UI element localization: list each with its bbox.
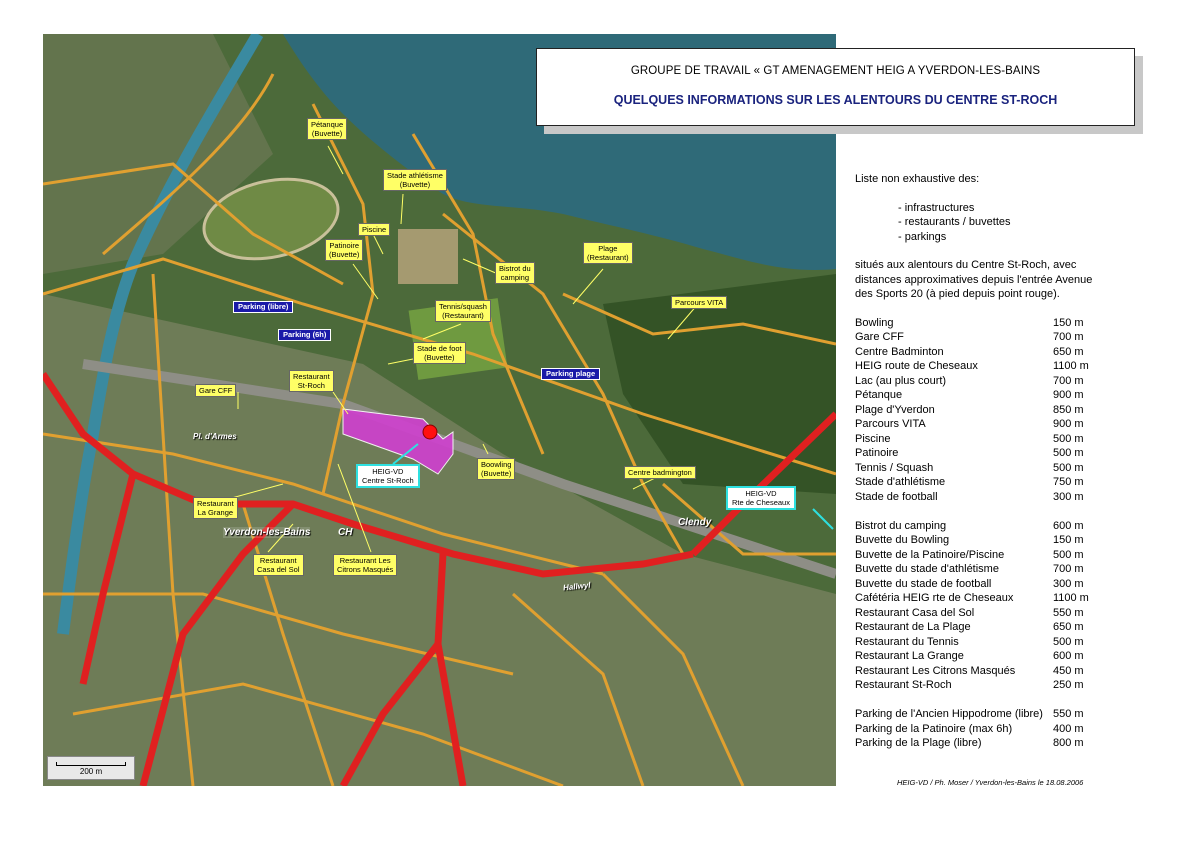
- label-centre-badminton[interactable]: Centre badmington: [624, 466, 696, 479]
- place-name: Restaurant Casa del Sol: [855, 606, 975, 619]
- table-row: [855, 388, 1089, 403]
- table-row: [855, 432, 1089, 447]
- place-distance: 500 m: [1052, 548, 1084, 561]
- label-heig-st-roch[interactable]: HEIG-VD Centre St-Roch: [356, 464, 420, 488]
- table-row: [855, 533, 1089, 548]
- place-distance: 550 m: [1052, 606, 1084, 619]
- place-name: Restaurant de La Plage: [855, 621, 971, 633]
- place-name: Stade de football: [855, 490, 938, 503]
- place-distance: 850 m: [1052, 403, 1084, 416]
- place-distance: 800 m: [1052, 737, 1084, 749]
- table-row: [855, 461, 1089, 476]
- place-name: Restaurant St-Roch: [855, 679, 952, 691]
- table-row: [855, 345, 1089, 360]
- label-restaurant-casa-del-sol[interactable]: Restaurant Casa del Sol: [253, 554, 304, 576]
- label-parcours-vita[interactable]: Parcours VITA: [671, 296, 727, 309]
- place-distance: 500 m: [1052, 635, 1084, 648]
- place-name: Restaurant Les Citrons Masqués: [855, 664, 1016, 677]
- place-distance: 650 m: [1052, 345, 1084, 358]
- place-name: Parking de la Plage (libre): [855, 737, 982, 749]
- place-distance: 750 m: [1052, 476, 1084, 488]
- place-ch: CH: [338, 527, 353, 538]
- info-intro: Liste non exhaustive des:: [855, 173, 980, 185]
- label-heig-cheseaux[interactable]: HEIG-VD Rte de Cheseaux: [726, 486, 796, 510]
- place-distance: 300 m: [1052, 577, 1084, 590]
- place-distance: 550 m: [1052, 708, 1084, 720]
- label-boowling[interactable]: Boowling (Buvette): [477, 458, 515, 480]
- table-row: [855, 519, 1089, 534]
- table-row: [855, 548, 1089, 563]
- place-pl-armes: Pl. d'Armes: [193, 432, 237, 441]
- category-list: [898, 201, 1107, 245]
- table-row: [855, 664, 1089, 679]
- place-name: Parking de l'Ancien Hippodrome (libre): [855, 708, 1043, 720]
- place-distance: 1100 m: [1052, 592, 1089, 604]
- category-item: - restaurants / buvettes: [898, 216, 1011, 228]
- place-name: Lac (au plus court): [855, 374, 947, 387]
- place-distance: 400 m: [1052, 722, 1084, 735]
- place-clendy: Clendy: [678, 517, 712, 528]
- place-distance: 500 m: [1052, 461, 1084, 474]
- scale-label: 200 m: [79, 767, 103, 776]
- label-restaurant-citrons[interactable]: Restaurant Les Citrons Masqués: [333, 554, 397, 576]
- header-title: GROUPE DE TRAVAIL « GT AMENAGEMENT HEIG A YVERDON-LES-BAINS: [630, 65, 1041, 77]
- table-row: [855, 330, 1089, 345]
- label-stade-foot[interactable]: Stade de foot (Buvette): [413, 342, 466, 364]
- table-row: [855, 562, 1089, 577]
- table-row: [855, 620, 1089, 635]
- place-name: Bistrot du camping: [855, 519, 947, 532]
- label-patinoire[interactable]: Patinoire (Buvette): [325, 239, 363, 261]
- place-name: Tennis / Squash: [855, 461, 934, 474]
- table-row: [855, 475, 1089, 490]
- label-bistrot-camping[interactable]: Bistrot du camping: [495, 262, 535, 284]
- label-tennis[interactable]: Tennis/squash (Restaurant): [435, 300, 491, 322]
- place-distance: 500 m: [1052, 447, 1084, 459]
- label-restaurant-la-grange[interactable]: Restaurant La Grange: [193, 497, 238, 519]
- sports-complex: [398, 229, 458, 284]
- place-distance: 150 m: [1052, 316, 1084, 329]
- place-name: Centre Badminton: [855, 345, 944, 358]
- place-distance: 500 m: [1052, 432, 1084, 445]
- info-text: [855, 172, 1107, 751]
- place-distance: 150 m: [1052, 534, 1084, 546]
- table-row: [855, 591, 1089, 606]
- place-name: Restaurant du Tennis: [855, 635, 959, 648]
- table-spacer: [855, 693, 1089, 708]
- place-distance: 900 m: [1052, 389, 1084, 401]
- header-subtitle: QUELQUES INFORMATIONS SUR LES ALENTOURS DU CENTRE ST-ROCH: [613, 93, 1058, 107]
- table-row: [855, 606, 1089, 621]
- place-name: Cafétéria HEIG rte de Cheseaux: [855, 592, 1014, 604]
- place-distance: 650 m: [1052, 621, 1084, 633]
- table-row: [855, 577, 1089, 592]
- table-row: [855, 490, 1089, 505]
- table-row: [855, 446, 1089, 461]
- place-distance: 300 m: [1052, 490, 1084, 503]
- place-name: Buvette du stade de football: [855, 577, 992, 590]
- place-distance: 1100 m: [1052, 360, 1089, 372]
- table-row: [855, 736, 1089, 751]
- place-road-hallwyl: Hallwyl: [562, 580, 591, 593]
- table-row: [855, 649, 1089, 664]
- label-piscine[interactable]: Piscine: [358, 223, 390, 236]
- info-context: situés aux alentours du Centre St-Roch, avec distances approximatives depuis l'entrée Avenue des Sports 20 (à pied depuis point rouge).: [855, 259, 1093, 300]
- category-item: - infrastructures: [898, 201, 975, 214]
- table-row: [855, 403, 1089, 418]
- label-plage[interactable]: Plage (Restaurant): [583, 242, 633, 264]
- scale-bar: [47, 756, 135, 780]
- place-yverdon: Yverdon-les-Bains: [223, 527, 311, 538]
- label-restaurant-st-roch[interactable]: Restaurant St-Roch: [289, 370, 334, 392]
- place-name: Piscine: [855, 432, 891, 445]
- place-name: Restaurant La Grange: [855, 650, 964, 662]
- table-row: [855, 417, 1089, 432]
- label-parking-libre[interactable]: Parking (libre): [233, 301, 293, 313]
- label-parking-plage[interactable]: Parking plage: [541, 368, 600, 380]
- table-row: [855, 359, 1089, 374]
- table-row: [855, 707, 1089, 722]
- table-row: [855, 316, 1089, 331]
- footer-credit: HEIG-VD / Ph. Moser / Yverdon-les-Bains le 18.08.2006: [897, 778, 1084, 787]
- aerial-map[interactable]: [43, 34, 836, 786]
- category-item: - parkings: [898, 230, 947, 243]
- place-distance: 700 m: [1052, 374, 1084, 387]
- header-box: [536, 48, 1135, 126]
- place-name: Stade d'athlétisme: [855, 476, 946, 488]
- place-name: Buvette du stade d'athlétisme: [855, 563, 999, 575]
- label-petanque[interactable]: Pétanque (Buvette): [307, 118, 347, 140]
- table-row: [855, 678, 1089, 693]
- place-name: Buvette du Bowling: [855, 534, 950, 546]
- place-distance: 600 m: [1052, 519, 1084, 532]
- st-roch-target-marker[interactable]: [423, 425, 437, 439]
- place-name: Patinoire: [855, 447, 899, 459]
- table-spacer: [855, 504, 1089, 519]
- place-name: Bowling: [855, 316, 894, 329]
- table-row: [855, 635, 1089, 650]
- place-name: Buvette de la Patinoire/Piscine: [855, 548, 1005, 561]
- place-name: Parcours VITA: [855, 418, 926, 430]
- table-row: [855, 722, 1089, 737]
- table-row: [855, 374, 1089, 389]
- place-distance: 450 m: [1052, 664, 1084, 677]
- label-parking-6h[interactable]: Parking (6h): [278, 329, 331, 341]
- place-name: HEIG route de Cheseaux: [855, 360, 978, 372]
- place-name: Pétanque: [855, 389, 903, 401]
- place-distance: 700 m: [1052, 331, 1084, 343]
- label-gare-cff[interactable]: Gare CFF: [195, 384, 236, 397]
- place-distance: 600 m: [1052, 650, 1084, 662]
- distance-table: [855, 316, 1089, 751]
- place-name: Parking de la Patinoire (max 6h): [855, 722, 1013, 735]
- map-graphics: [43, 34, 836, 786]
- place-distance: 900 m: [1052, 418, 1084, 430]
- label-stade-athletisme[interactable]: Stade athlétisme (Buvette): [383, 169, 447, 191]
- place-name: Plage d'Yverdon: [855, 403, 935, 416]
- place-distance: 700 m: [1052, 563, 1084, 575]
- place-name: Gare CFF: [855, 331, 904, 343]
- place-distance: 250 m: [1052, 679, 1084, 691]
